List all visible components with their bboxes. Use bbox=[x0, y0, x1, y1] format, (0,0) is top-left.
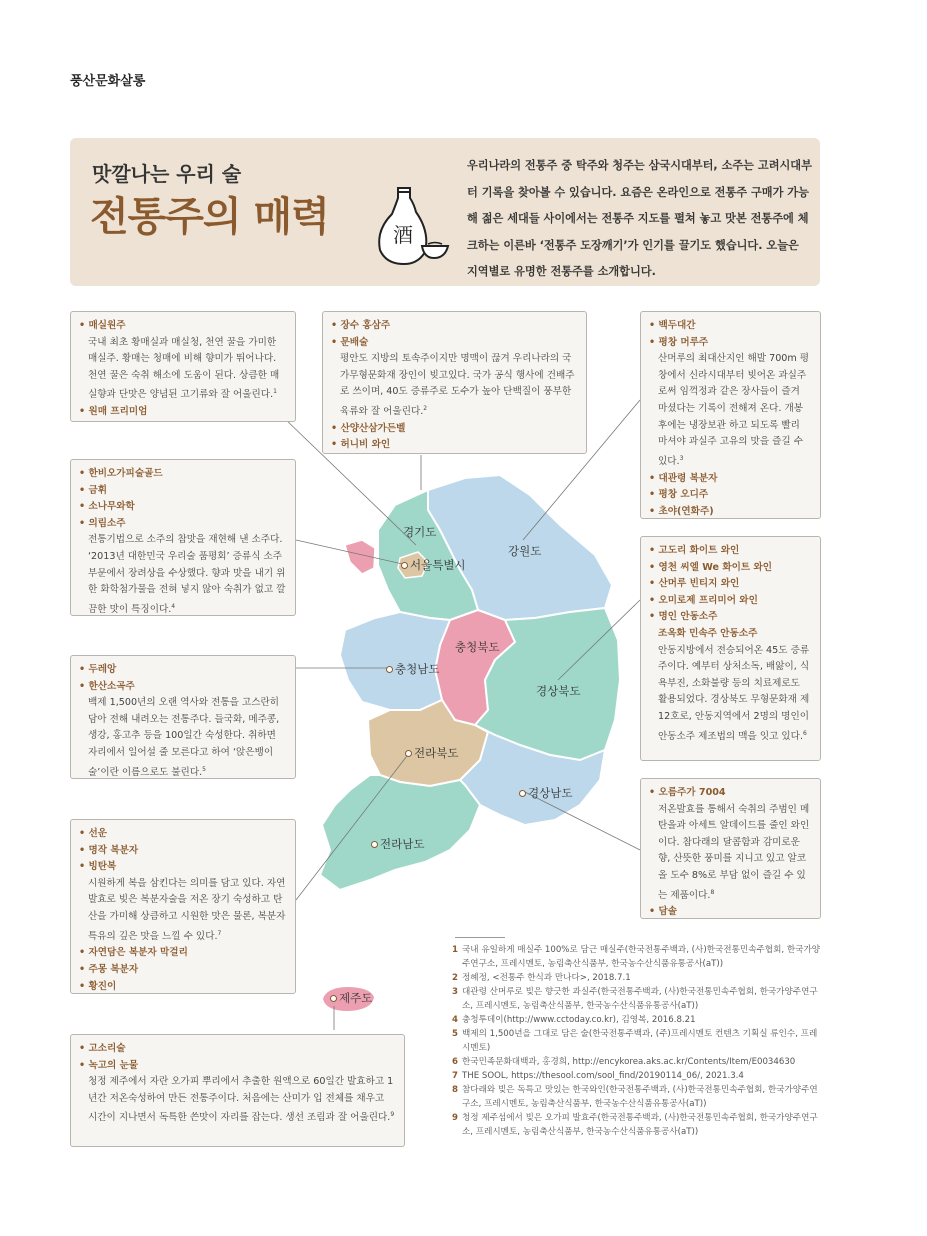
liquor-item: • 산머루 빈티지 와인 bbox=[649, 576, 812, 593]
footnote-text: 정혜정, <전통주 한식과 만나다>, 2018.7.1 bbox=[462, 973, 631, 983]
liquor-item: • 산양산삼가든벨 bbox=[331, 421, 578, 438]
footnote-number: 5 bbox=[452, 1029, 458, 1039]
liquor-item: • 선운 bbox=[79, 826, 287, 843]
liquor-item: • 주몽 복분자 bbox=[79, 962, 287, 979]
footnote-item bbox=[452, 1055, 824, 1069]
footnote-text: 충청투데이(http://www.cctoday.co.kr), 김영복, 2016.8.21 bbox=[462, 1015, 696, 1025]
liquor-description: 안동지방에서 전승되어온 45도 증류주이다. 예부터 상처소독, 배앓이, 식욕부진, 소화불량 등의 치료제로도 활용되었다. 경상북도 무형문화재 제12호로, 안동지역에서 2명의 명인이 안동소주 제조법의 맥을 잇고 있다.$^6$ bbox=[658, 644, 810, 742]
footnote-item bbox=[452, 1027, 824, 1055]
brand-title: 풍산문화살롱 bbox=[70, 74, 146, 89]
label-gangwon: 강원도 bbox=[508, 544, 542, 558]
liquor-item: • 장수 홍삼주 bbox=[331, 318, 578, 335]
seoul-liquor-box bbox=[70, 459, 296, 616]
liquor-item: • 한산소곡주 bbox=[79, 679, 287, 696]
footnote-item bbox=[452, 971, 824, 985]
footnote-divider bbox=[455, 937, 505, 938]
liquor-item: • 평창 머루주 bbox=[649, 335, 812, 352]
footnote-number: 2 bbox=[452, 973, 458, 983]
liquor-description: 백제 1,500년의 오랜 역사와 전통을 고스란히 담아 전해 내려오는 전통주다. 들국화, 메주콩, 생강, 홍고추 등을 100일간 숙성한다. 취하면 자리에서 일어설 줄 모른다고 하여 ‘앉은뱅이 술’이란 이름으로도 불린다.$^5$ bbox=[88, 697, 280, 778]
header-subtitle: 맛깔나는 우리 술 bbox=[92, 162, 242, 186]
liquor-description: 평안도 지방의 토속주이지만 명맥이 끊겨 우리나라의 국가무형문화재 장인이 빚고있다. 국가 공식 행사에 건배주로 쓰이며, 40도 증류주로 도수가 높아 단백질이 풍부한 육류와 잘 어울린다.$^2$ bbox=[340, 353, 575, 418]
seoul-marker-icon bbox=[401, 562, 408, 569]
label-jeju: 제주도 bbox=[330, 990, 372, 1006]
liquor-item: • 황진이 bbox=[79, 979, 287, 996]
footnotes bbox=[452, 943, 824, 1139]
gyeonggi-liquor-box bbox=[70, 311, 296, 422]
footnote-item bbox=[452, 1111, 824, 1139]
gyeongbuk-liquor-box bbox=[640, 536, 821, 761]
liquor-description: 저온발효를 통해서 숙취의 주범인 메탄올과 아세트 알데이드를 줄인 와인이다. 참다래의 달콤함과 감미로운 향, 산뜻한 풍미를 지니고 있고 알코올 도수 8%로 부담 없이 즐길 수 있는 제품이다.$^8$ bbox=[658, 803, 810, 901]
liquor-item: • 두레앙 bbox=[79, 662, 287, 679]
label-gyeongnam: 경상남도 bbox=[519, 785, 572, 801]
footnote-item bbox=[452, 1083, 824, 1111]
liquor-item: • 초야(연화주) bbox=[649, 504, 812, 521]
gyeongnam-liquor-box bbox=[640, 778, 821, 919]
page-title: 전통주의 매력 bbox=[90, 194, 329, 240]
liquor-description: 전통기법으로 소주의 참맛을 재현해 낸 소주다. ‘2013년 대한민국 우리술 품평회’ 증류식 소주 부문에서 장려상을 수상했다. 향과 맛을 내기 위한 화학첨가물을 전혀 넣지 않아 숙취가 없고 깔끔한 맛이 특징이다.$^4$ bbox=[88, 534, 286, 615]
label-seoul: 서울특별시 bbox=[401, 557, 466, 573]
liquor-item: • 문배술 bbox=[331, 335, 578, 352]
liquor-item: • 평창 오디주 bbox=[649, 487, 812, 504]
liquor-description: 산머루의 최대산지인 해발 700m 평창에서 신라시대부터 빚어온 과실주로써 임꺽정과 같은 장사들이 즐겨 마셨다는 기록이 전해져 온다. 개봉 후에는 냉장보관 하고 되도록 빨리 마셔야 과실주 고유의 맛을 즐길 수 있다.$^3$ bbox=[658, 353, 810, 467]
liquor-item: • 자연담은 복분자 막걸리 bbox=[79, 945, 287, 962]
footnote-text: 청정 제주섬에서 빚은 오가피 발효주(한국전통주백과, (사)한국전통민속주협회, 한국가양주연구소, 프레시멘토, 농림축산식품부, 한국농수산식품유통공사(aT)) bbox=[462, 1113, 818, 1137]
liquor-item: • 한비오가피술골드 bbox=[79, 466, 287, 483]
liquor-item: • 대관령 복분자 bbox=[649, 471, 812, 488]
footnote-item bbox=[452, 985, 824, 1013]
footnote-number: 6 bbox=[452, 1057, 458, 1067]
liquor-item: • 오미로제 프리미어 와인 bbox=[649, 593, 812, 610]
footnote-item bbox=[452, 1013, 824, 1027]
liquor-item: • 허니비 와인 bbox=[331, 437, 578, 454]
label-jeonnam: 전라남도 bbox=[371, 836, 424, 852]
gyeongnam-marker-icon bbox=[519, 790, 526, 797]
liquor-item: • 원매 프리미엄 bbox=[79, 404, 287, 421]
liquor-item: • 영천 씨엘 We 화이트 와인 bbox=[649, 560, 812, 577]
liquor-item: • 오름주가 7004 bbox=[649, 785, 812, 802]
liquor-item: • 명작 복분자 bbox=[79, 843, 287, 860]
liquor-item: • 고소리술 bbox=[79, 1041, 396, 1058]
jeonbuk-marker-icon bbox=[405, 750, 412, 757]
liquor-item: • 명인 안동소주 bbox=[649, 609, 812, 626]
liquor-description: 국내 최초 황매실과 매실청, 천연 꿀을 가미한 매실주. 황매는 청매에 비해 향미가 뛰어나다. 천연 꿀은 숙취 해소에 도움이 된다. 상큼한 매실향과 단맛은 양념된 고기류와 잘 어울린다.$^1$ bbox=[88, 336, 280, 401]
footnote-text: 참다래와 빚은 독특고 맛있는 한국와인(한국전통주백과, (사)한국전통민속주협회, 한국가양주연구소, 프레시멘토, 농림축산식품부, 한국농수산식품유통공사(aT)) bbox=[462, 1085, 818, 1109]
footnote-number: 8 bbox=[452, 1085, 458, 1095]
footnote-number: 3 bbox=[452, 987, 458, 997]
jeonbuk-liquor-box bbox=[70, 819, 296, 994]
liquor-description: 시원하게 복을 삼킨다는 의미를 담고 있다. 자연 발효로 빚은 복분자술을 저온 장기 숙성하고 탄산을 가미해 상큼하고 시원한 맛은 물론, 복분자 특유의 깊은 맛을 느낄 수 있다.$^7$ bbox=[88, 877, 286, 942]
footnote-text: THE SOOL, https://thesool.com/sool_find/20190114_06/, 2021.3.4 bbox=[462, 1071, 744, 1081]
gangwon-liquor-box bbox=[640, 311, 821, 519]
footnote-item bbox=[452, 943, 824, 971]
label-chungbuk: 충청북도 bbox=[455, 640, 500, 654]
liquor-item: • 고도리 화이트 와인 bbox=[649, 543, 812, 560]
footnote-text: 백제의 1,500년을 그대로 담은 술(한국전통주백과, (주)프레시멘토 컨텐츠 기획실 류인수, 프레시멘토) bbox=[462, 1029, 818, 1053]
liquor-subitem: 조옥화 민속주 안동소주 bbox=[658, 627, 758, 639]
label-chungnam: 충청남도 bbox=[386, 661, 439, 677]
footnote-number: 4 bbox=[452, 1015, 458, 1025]
liquor-item: • 소나무와학 bbox=[79, 499, 287, 516]
chungnam-liquor-box bbox=[70, 655, 296, 779]
liquor-item: • 매실원주 bbox=[79, 318, 287, 335]
footnote-number: 9 bbox=[452, 1113, 458, 1123]
liquor-item: • 금휘 bbox=[79, 483, 287, 500]
footnote-item bbox=[452, 1069, 824, 1083]
liquor-item: • 의림소주 bbox=[79, 516, 287, 533]
liquor-character: 酒 bbox=[393, 223, 413, 247]
footnote-text: 대관령 산머루로 빚은 향긋한 과실주(한국전통주백과, (사)한국전통민속주협회, 한국가양주연구소, 프레시멘토, 농림축산식품부, 한국농수산식품유통공사(aT)) bbox=[462, 987, 818, 1011]
label-gyeongbuk: 경상북도 bbox=[536, 684, 581, 698]
liquor-description: 청정 제주에서 자란 오가피 뿌리에서 추출한 원액으로 60일간 발효하고 1년간 저온숙성하여 만든 전통주이다. 처음에는 산미가 입 전체를 채우고 시간이 지나면서 독특한 쓴맛이 자리를 잡는다. 생선 조림과 잘 어울린다.$^9$ bbox=[88, 1076, 395, 1124]
footnote-number: 7 bbox=[452, 1071, 458, 1081]
chungnam-marker-icon bbox=[386, 666, 393, 673]
liquor-item: • 빙탄복 bbox=[79, 859, 287, 876]
chungbuk-liquor-box bbox=[322, 311, 587, 454]
label-jeonbuk: 전라북도 bbox=[405, 745, 458, 761]
jeju-marker-icon bbox=[330, 995, 337, 1002]
label-gyeonggi: 경기도 bbox=[403, 525, 437, 539]
header-intro: 우리나라의 전통주 중 탁주와 청주는 삼국시대부터, 소주는 고려시대부터 기록을 찾아볼 수 있습니다. 요즘은 온라인으로 전통주 구매가 가능해 젊은 세대들 사이에서는 전통주 지도를 펼쳐 놓고 맛본 전통주에 체크하는 이른바 ‘전통주 도장깨기’가 인기를 끌기도 했습니다. 오늘은 지역별로 유명한 전통주를 소개합니다. bbox=[467, 159, 812, 278]
footnote-text: 한국민족문화대백과, 홍경희, http://encykorea.aks.ac.kr/Contents/Item/E0034630 bbox=[462, 1057, 796, 1067]
footnote-number: 1 bbox=[452, 945, 458, 955]
footnote-text: 국내 유일하게 매실주 100%로 담근 매실주(한국전통주백과, (사)한국전통민속주협회, 한국가양주연구소, 프레시멘토, 농림축산식품부, 한국농수산식품유통공사(aT)) bbox=[462, 945, 821, 969]
jeonnam-marker-icon bbox=[371, 841, 378, 848]
liquor-item: • 담솔 bbox=[649, 904, 812, 921]
liquor-item: • 녹고의 눈물 bbox=[79, 1058, 396, 1075]
jeju-liquor-box bbox=[70, 1034, 405, 1147]
liquor-item: • 백두대간 bbox=[649, 318, 812, 335]
